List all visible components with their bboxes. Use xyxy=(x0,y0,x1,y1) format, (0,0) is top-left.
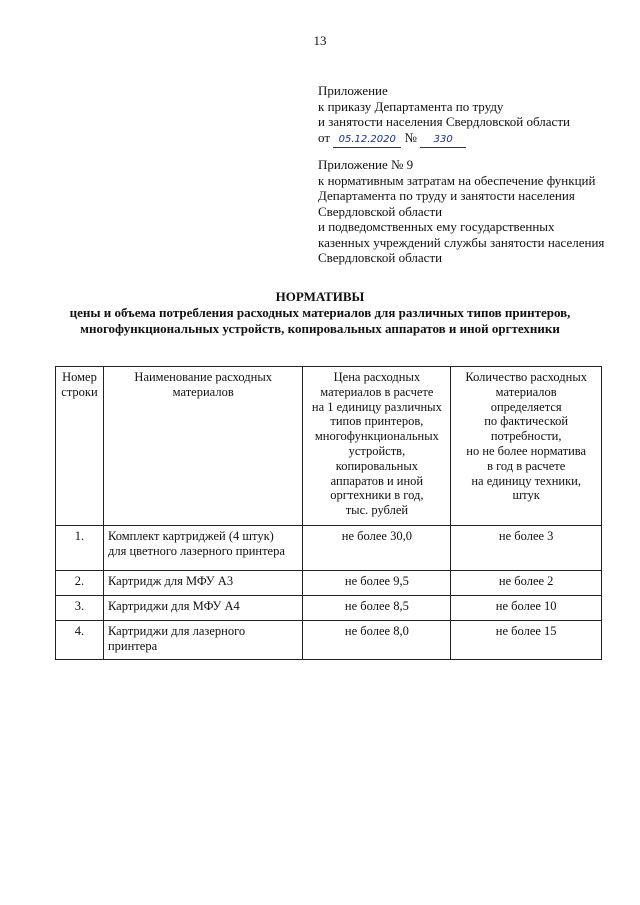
appendix-order-line: к приказу Департамента по труду xyxy=(318,98,504,114)
quantity-value: не более 10 xyxy=(451,596,602,621)
header-quantity: Количество расходных материалов определяется по фактической потребности, но не более норматива в год в расчете на единицу техники, штук xyxy=(451,367,602,526)
material-name: Картридж для МФУ А3 xyxy=(103,571,302,596)
appendix-order-block xyxy=(318,83,628,148)
header-row-number: Номер строки xyxy=(56,367,104,526)
price-value: не более 8,0 xyxy=(303,621,451,660)
number-prefix: № xyxy=(404,129,417,145)
price-value: не более 9,5 xyxy=(303,571,451,596)
row-number: 4. xyxy=(56,621,104,660)
material-name: Комплект картриджей (4 штук) для цветного лазерного принтера xyxy=(103,526,302,571)
price-value: не более 8,5 xyxy=(303,596,451,621)
order-date-line xyxy=(318,130,628,149)
appendix-norms-line: и подведомственных ему государственных xyxy=(318,219,555,234)
row-number: 2. xyxy=(56,571,104,596)
appendix-norms-block xyxy=(318,157,628,266)
table-row xyxy=(56,526,602,571)
date-prefix: от xyxy=(318,129,331,145)
appendix-norms-line: Свердловской области xyxy=(318,203,443,219)
title-heading: НОРМАТИВЫ xyxy=(275,289,365,304)
row-number: 3. xyxy=(56,596,104,621)
appendix-order-line: Приложение xyxy=(318,83,388,98)
row-number: 1. xyxy=(56,526,104,571)
appendix-norms-line: казенных учреждений службы занятости населения xyxy=(318,234,605,250)
price-value: не более 30,0 xyxy=(303,526,451,571)
header-material-name: Наименование расходных материалов xyxy=(103,367,302,526)
appendix-order-line: и занятости населения Свердловской области xyxy=(318,114,570,129)
page-number: 13 xyxy=(313,33,327,48)
quantity-value: не более 3 xyxy=(451,526,602,571)
appendix-norms-line: к нормативным затратам на обеспечение функций xyxy=(318,172,596,188)
appendix-norms-line: Департамента по труду и занятости населения xyxy=(318,188,575,203)
quantity-value: не более 2 xyxy=(451,571,602,596)
title-subtitle: многофункциональных устройств, копировальных аппаратов и иной оргтехники xyxy=(80,321,560,336)
table-row xyxy=(56,621,602,660)
order-number-value: 330 xyxy=(420,132,466,149)
table-row xyxy=(56,571,602,596)
table-header-row xyxy=(56,367,602,526)
header-price: Цена расходных материалов в расчете на 1 единицу различных типов принтеров, многофункциональных устройств, копировальных аппаратов и иной оргтехники в год, тыс. рублей xyxy=(303,367,451,526)
appendix-norms-line: Свердловской области xyxy=(318,250,443,265)
title-subtitle: цены и объема потребления расходных материалов для различных типов принтеров, xyxy=(69,305,571,320)
document-title xyxy=(20,289,620,337)
material-name: Картриджи для МФУ А4 xyxy=(103,596,302,621)
order-date-value: 05.12.2020 xyxy=(333,132,401,149)
table-row xyxy=(56,596,602,621)
material-name: Картриджи для лазерного принтера xyxy=(103,621,302,660)
norms-table xyxy=(55,366,602,660)
appendix-norms-line: Приложение № 9 xyxy=(318,157,414,172)
quantity-value: не более 15 xyxy=(451,621,602,660)
